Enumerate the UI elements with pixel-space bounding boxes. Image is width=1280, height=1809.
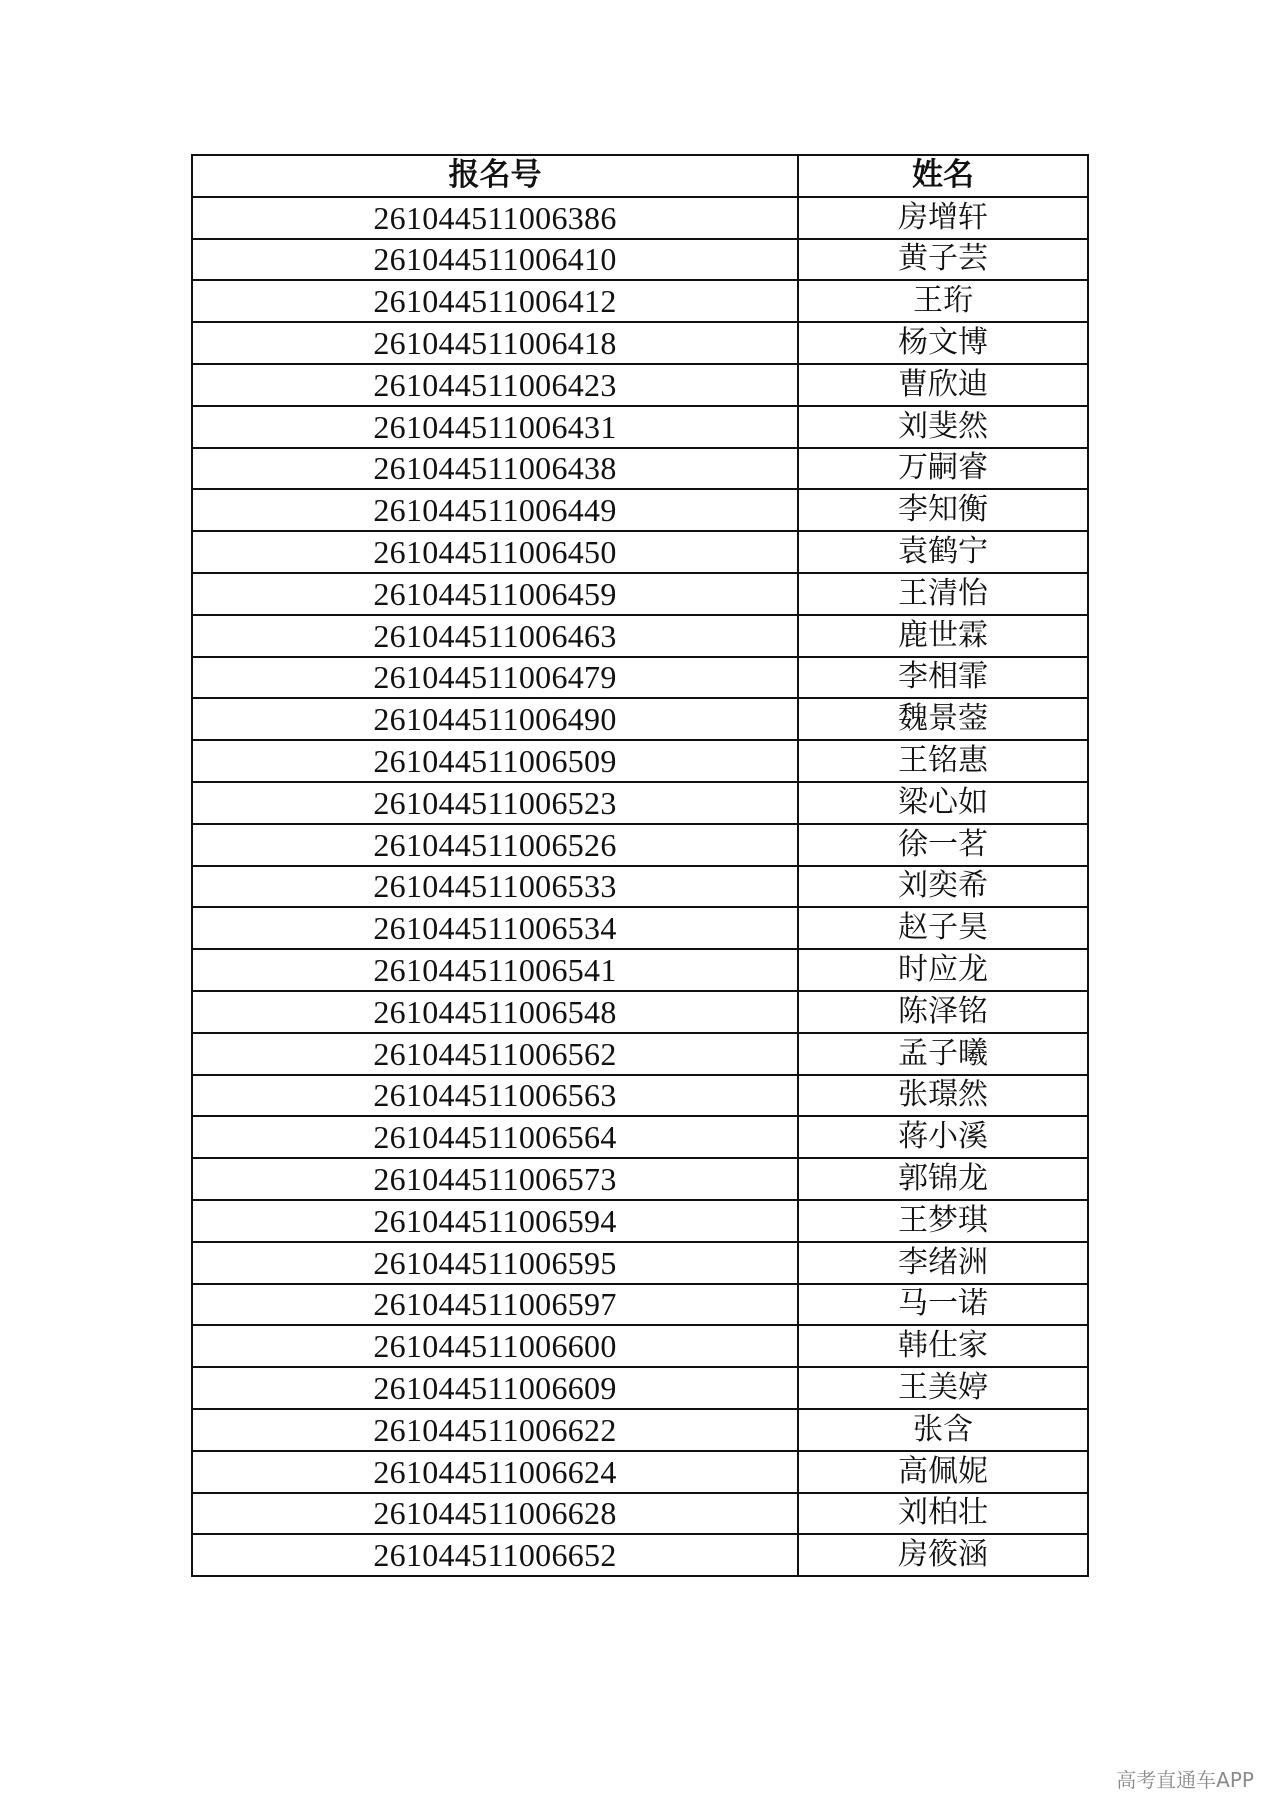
name-cell: 李绪洲 — [798, 1242, 1088, 1284]
name-cell: 韩仕家 — [798, 1325, 1088, 1367]
registration-number-cell: 261044511006594 — [192, 1200, 798, 1242]
name-cell: 李相霏 — [798, 657, 1088, 699]
name-cell: 李知衡 — [798, 489, 1088, 531]
table-row — [192, 1075, 1088, 1117]
name-cell: 郭锦龙 — [798, 1158, 1088, 1200]
table-row — [192, 1158, 1088, 1200]
registration-number-cell: 261044511006628 — [192, 1493, 798, 1535]
name-cell: 马一诺 — [798, 1284, 1088, 1326]
name-cell: 梁心如 — [798, 782, 1088, 824]
table-row — [192, 322, 1088, 364]
table-row — [192, 489, 1088, 531]
registration-number-cell: 261044511006548 — [192, 991, 798, 1033]
table-row — [192, 531, 1088, 573]
table-row — [192, 239, 1088, 281]
registration-number-cell: 261044511006449 — [192, 489, 798, 531]
table-body — [192, 197, 1088, 1576]
name-cell: 袁鹤宁 — [798, 531, 1088, 573]
name-cell: 曹欣迪 — [798, 364, 1088, 406]
name-cell: 王清怡 — [798, 573, 1088, 615]
registration-number-cell: 261044511006479 — [192, 657, 798, 699]
registration-number-cell: 261044511006450 — [192, 531, 798, 573]
registration-number-cell: 261044511006523 — [192, 782, 798, 824]
registration-number-cell: 261044511006600 — [192, 1325, 798, 1367]
table-row — [192, 1284, 1088, 1326]
name-cell: 万嗣睿 — [798, 448, 1088, 490]
registration-number-cell: 261044511006459 — [192, 573, 798, 615]
name-cell: 王铭惠 — [798, 740, 1088, 782]
registration-number-cell: 261044511006534 — [192, 907, 798, 949]
registration-number-cell: 261044511006412 — [192, 280, 798, 322]
registration-number-cell: 261044511006609 — [192, 1367, 798, 1409]
registration-number-cell: 261044511006410 — [192, 239, 798, 281]
registration-number-cell: 261044511006463 — [192, 615, 798, 657]
name-cell: 房增轩 — [798, 197, 1088, 239]
table-row — [192, 1451, 1088, 1493]
name-cell: 张含 — [798, 1409, 1088, 1451]
registration-number-cell: 261044511006526 — [192, 824, 798, 866]
name-cell: 陈泽铭 — [798, 991, 1088, 1033]
registration-number-cell: 261044511006652 — [192, 1534, 798, 1576]
registration-number-cell: 261044511006509 — [192, 740, 798, 782]
table-row — [192, 657, 1088, 699]
table-row — [192, 866, 1088, 908]
name-cell: 时应龙 — [798, 949, 1088, 991]
table-row — [192, 1534, 1088, 1576]
table-row — [192, 197, 1088, 239]
registration-number-cell: 261044511006431 — [192, 406, 798, 448]
registration-number-cell: 261044511006490 — [192, 698, 798, 740]
table-row — [192, 824, 1088, 866]
name-cell: 杨文博 — [798, 322, 1088, 364]
registration-number-cell: 261044511006423 — [192, 364, 798, 406]
name-cell: 张璟然 — [798, 1075, 1088, 1117]
column-header-name: 姓名 — [798, 155, 1088, 197]
registration-number-cell: 261044511006624 — [192, 1451, 798, 1493]
registration-number-cell: 261044511006438 — [192, 448, 798, 490]
table-row — [192, 448, 1088, 490]
table-row — [192, 280, 1088, 322]
table-row — [192, 991, 1088, 1033]
name-cell: 蒋小溪 — [798, 1116, 1088, 1158]
name-cell: 刘斐然 — [798, 406, 1088, 448]
name-cell: 房筱涵 — [798, 1534, 1088, 1576]
registration-number-cell: 261044511006573 — [192, 1158, 798, 1200]
column-header-registration-number: 报名号 — [192, 155, 798, 197]
registration-number-cell: 261044511006562 — [192, 1033, 798, 1075]
registration-number-cell: 261044511006595 — [192, 1242, 798, 1284]
name-cell: 刘奕希 — [798, 866, 1088, 908]
table-row — [192, 1409, 1088, 1451]
table-row — [192, 1200, 1088, 1242]
name-cell: 王美婷 — [798, 1367, 1088, 1409]
registration-number-cell: 261044511006541 — [192, 949, 798, 991]
roster-table — [191, 154, 1089, 1577]
name-cell: 刘柏壮 — [798, 1493, 1088, 1535]
table-row — [192, 782, 1088, 824]
name-cell: 黄子芸 — [798, 239, 1088, 281]
name-cell: 鹿世霖 — [798, 615, 1088, 657]
name-cell: 魏景蓥 — [798, 698, 1088, 740]
registration-number-cell: 261044511006563 — [192, 1075, 798, 1117]
table-row — [192, 1493, 1088, 1535]
table-row — [192, 406, 1088, 448]
name-cell: 赵子昊 — [798, 907, 1088, 949]
table-row — [192, 1116, 1088, 1158]
name-cell: 孟子曦 — [798, 1033, 1088, 1075]
registration-number-cell: 261044511006597 — [192, 1284, 798, 1326]
table-row — [192, 364, 1088, 406]
table-row — [192, 907, 1088, 949]
name-cell: 王梦琪 — [798, 1200, 1088, 1242]
table-row — [192, 615, 1088, 657]
table-row — [192, 1367, 1088, 1409]
table-row — [192, 1033, 1088, 1075]
table-row — [192, 949, 1088, 991]
registration-number-cell: 261044511006533 — [192, 866, 798, 908]
table-row — [192, 1325, 1088, 1367]
registration-number-cell: 261044511006386 — [192, 197, 798, 239]
table-header-row — [192, 155, 1088, 197]
table-row — [192, 1242, 1088, 1284]
table-row — [192, 740, 1088, 782]
watermark: 高考直通车APP — [1116, 1768, 1254, 1792]
registration-number-cell: 261044511006564 — [192, 1116, 798, 1158]
table-row — [192, 698, 1088, 740]
name-cell: 王珩 — [798, 280, 1088, 322]
name-cell: 徐一茗 — [798, 824, 1088, 866]
table-row — [192, 573, 1088, 615]
registration-number-cell: 261044511006418 — [192, 322, 798, 364]
registration-number-cell: 261044511006622 — [192, 1409, 798, 1451]
name-cell: 高佩妮 — [798, 1451, 1088, 1493]
